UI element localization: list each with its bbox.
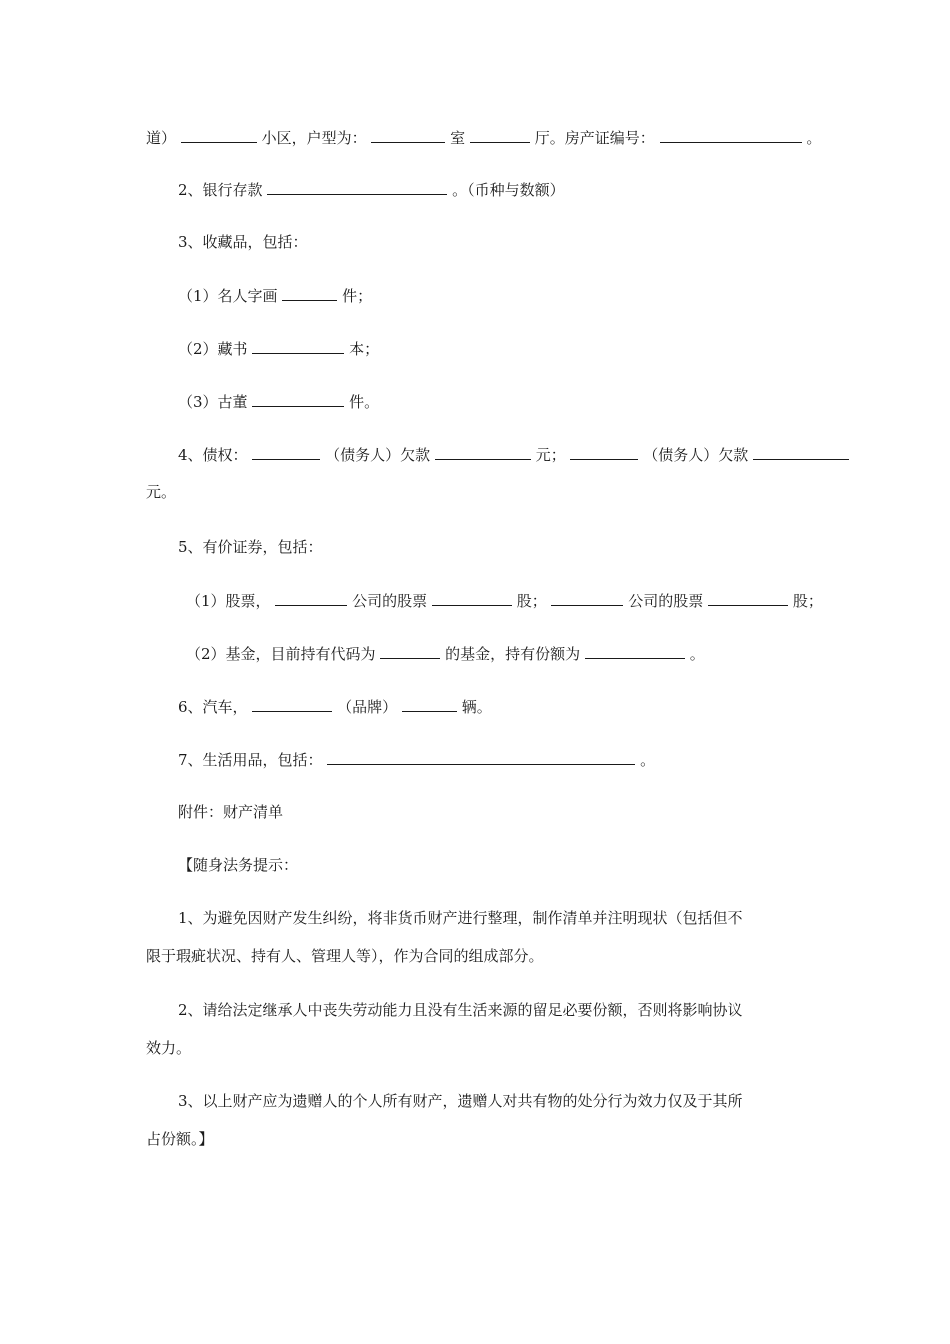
text-segment: 公司的股票	[352, 592, 428, 610]
car-count-blank[interactable]	[402, 696, 457, 712]
text-segment: 。	[640, 751, 656, 769]
car-brand-blank[interactable]	[252, 696, 332, 712]
text-segment: 。	[689, 645, 705, 663]
text-segment: 1、为避免因财产发生纠纷，将非货币财产进行整理，制作清单并注明现状（包括但不	[178, 909, 743, 927]
amount-2-blank[interactable]	[753, 444, 849, 460]
text-segment: 股；	[516, 592, 547, 610]
books-count-blank[interactable]	[252, 338, 344, 354]
text-segment: 附件：财产清单	[178, 803, 284, 821]
text-segment: （2）基金，目前持有代码为	[186, 645, 376, 663]
text-segment: 2、请给法定继承人中丧失劳动能力且没有生活来源的留足必要份额，否则将影响协议	[178, 1001, 743, 1019]
text-segment: 小区，户型为：	[261, 129, 367, 147]
room-count-blank[interactable]	[371, 127, 445, 143]
text-segment: 【随身法务提示：	[178, 856, 299, 874]
paintings-count-blank[interactable]	[282, 285, 337, 301]
antiques-line	[178, 391, 810, 412]
text-segment: 效力。	[146, 1039, 192, 1057]
text-segment: （2）藏书	[178, 340, 248, 358]
fund-share-blank[interactable]	[585, 643, 685, 659]
text-segment: 公司的股票	[628, 592, 704, 610]
text-segment: （1）名人字画	[178, 287, 278, 305]
text-segment: 件；	[342, 287, 373, 305]
car-line	[178, 696, 810, 717]
community-blank[interactable]	[181, 127, 257, 143]
attachment-line	[178, 802, 810, 822]
text-segment: 3、收藏品，包括：	[178, 233, 308, 251]
text-segment: 4、债权：	[178, 446, 248, 464]
shares-2-blank[interactable]	[708, 590, 788, 606]
text-segment: 道）	[146, 129, 177, 147]
text-segment: （3）古董	[178, 393, 248, 411]
debtor-2-blank[interactable]	[570, 444, 638, 460]
company-1-blank[interactable]	[275, 590, 347, 606]
text-segment: 6、汽车，	[178, 698, 248, 716]
property-house-line	[146, 127, 822, 148]
text-segment: 。	[806, 129, 822, 147]
amount-1-blank[interactable]	[435, 444, 531, 460]
text-segment: 件。	[349, 393, 380, 411]
text-segment: 元。	[146, 483, 177, 501]
creditor-rights-line-cont	[146, 482, 810, 502]
text-segment: 5、有价证券，包括：	[178, 538, 323, 556]
tip-3-line-2	[146, 1129, 810, 1149]
paintings-line	[178, 285, 810, 306]
tip-2-line-1	[178, 1000, 810, 1020]
text-segment: 元；	[535, 446, 566, 464]
fund-line	[186, 643, 810, 664]
text-segment: 本；	[349, 340, 380, 358]
books-line	[178, 338, 810, 359]
deposit-blank[interactable]	[267, 179, 447, 195]
stocks-line	[186, 590, 823, 611]
antiques-count-blank[interactable]	[252, 391, 344, 407]
tip-2-line-2	[146, 1038, 810, 1058]
text-segment: 厅。房产证编号：	[534, 129, 655, 147]
text-segment: 3、以上财产应为遗赠人的个人所有财产，遗赠人对共有物的处分行为效力仅及于其所	[178, 1092, 743, 1110]
text-segment: （1）股票，	[186, 592, 271, 610]
deed-number-blank[interactable]	[660, 127, 802, 143]
shares-1-blank[interactable]	[432, 590, 512, 606]
text-segment: 的基金，持有份额为	[445, 645, 581, 663]
fund-code-blank[interactable]	[380, 643, 440, 659]
tip-1-line-2	[146, 946, 810, 966]
text-segment: （品牌）	[337, 698, 398, 716]
text-segment: 辆。	[461, 698, 492, 716]
text-segment: 占份额。】	[146, 1130, 214, 1148]
creditor-rights-line	[178, 444, 810, 465]
hall-count-blank[interactable]	[470, 127, 530, 143]
securities-heading	[178, 537, 810, 557]
debtor-1-blank[interactable]	[252, 444, 320, 460]
text-segment: 7、生活用品，包括：	[178, 751, 323, 769]
text-segment: 。（币种与数额）	[452, 181, 565, 199]
collectibles-heading	[178, 232, 810, 252]
bank-deposit-line	[178, 179, 810, 200]
text-segment: 2、银行存款	[178, 181, 263, 199]
legal-tips-heading	[178, 855, 810, 875]
text-segment: （债务人）欠款	[325, 446, 431, 464]
daily-goods-line	[178, 749, 810, 770]
tip-3-line-1	[178, 1091, 810, 1111]
text-segment: 室	[450, 129, 466, 147]
daily-goods-blank[interactable]	[327, 749, 635, 765]
text-segment: （债务人）欠款	[643, 446, 749, 464]
tip-1-line-1	[178, 908, 810, 928]
text-segment: 限于瑕疵状况、持有人、管理人等），作为合同的组成部分。	[146, 947, 544, 965]
company-2-blank[interactable]	[551, 590, 623, 606]
text-segment: 股；	[792, 592, 823, 610]
